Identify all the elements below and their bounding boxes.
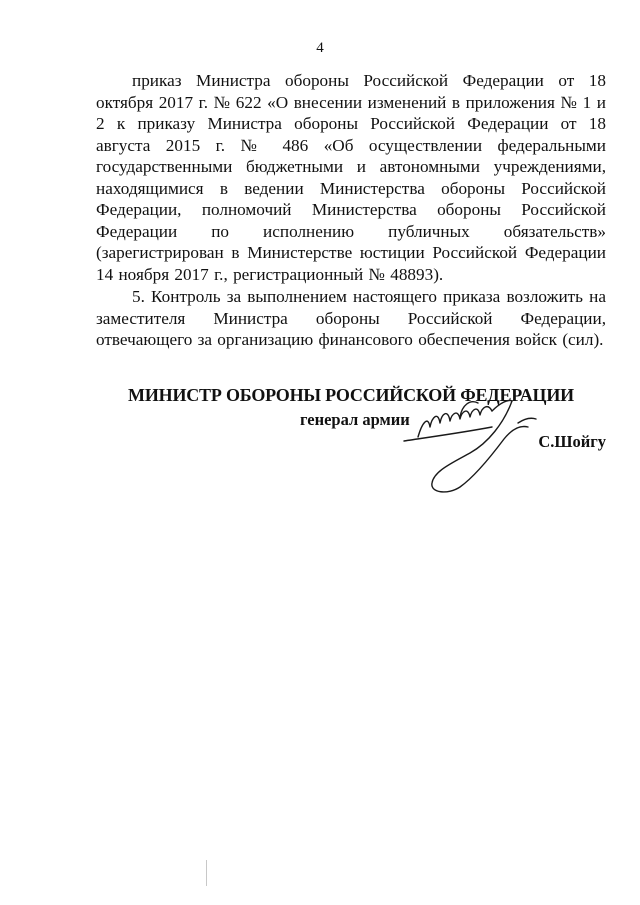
paragraph-order-reference: приказ Министра обороны Российской Федерации от 18 октября 2017 г. № 622 «О внесении изменений в приложения № 1 и 2 к приказу Министра обороны Российской Федерации от 18 августа 2015 г. № 486 «Об осуществлении федеральными государственными бюджетными и автономными учреждениями, находящимися в ведении Министерства обороны Российской Федерации, полномочий Министерства обороны Российской Федерации по исполнению публичных обязательств» (зарегистрирован в Министерстве юстиции Российской Федерации 14 ноября 2017 г., регистрационный № 48893).	[96, 71, 606, 284]
signatory-title: МИНИСТР ОБОРОНЫ РОССИЙСКОЙ ФЕДЕРАЦИИ	[128, 385, 574, 405]
paragraph-control-clause: 5. Контроль за выполнением настоящего приказа возложить на заместителя Министра обороны Российской Федерации, отвечающего за организацию финансового обеспечения войск (сил).	[96, 287, 606, 349]
page-number: 4	[316, 40, 324, 56]
margin-mark	[206, 860, 207, 886]
body-text	[96, 70, 606, 351]
handwritten-signature	[400, 393, 540, 498]
signatory-name: С.Шойгу	[538, 432, 606, 451]
signatory-rank: генерал армии	[300, 410, 410, 429]
